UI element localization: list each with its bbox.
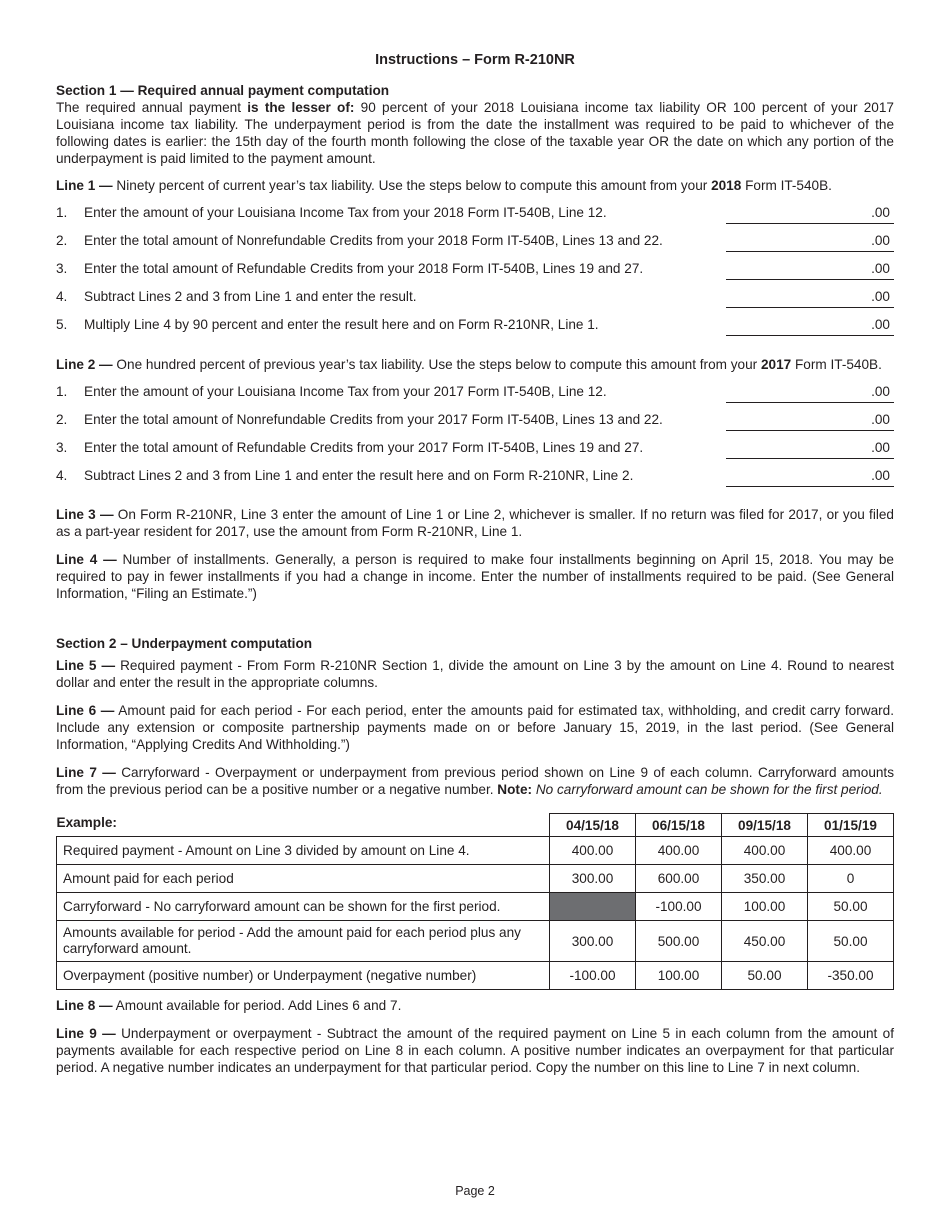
table-row [57, 962, 894, 990]
line2-text-post: Form IT-540B. [791, 357, 882, 372]
cell-value: 0 [808, 865, 894, 893]
cell-value: 400.00 [808, 837, 894, 865]
cell-value: 500.00 [636, 921, 722, 962]
step-text: Multiply Line 4 by 90 percent and enter the result here and on Form R-210NR, Line 1. [84, 317, 599, 332]
cell-value: 50.00 [808, 921, 894, 962]
cell-value: -100.00 [636, 893, 722, 921]
line1-text-pre: Ninety percent of current year’s tax liability. Use the steps below to compute this amount from your [112, 178, 712, 193]
step-text: Enter the total amount of Nonrefundable Credits from your 2017 Form IT-540B, Lines 13 and 22. [84, 412, 663, 427]
line7-note-text: No carryforward amount can be shown for the first period. [532, 782, 883, 797]
step-text: Subtract Lines 2 and 3 from Line 1 and enter the result here and on Form R-210NR, Line 2. [84, 468, 634, 483]
line7-text: Carryforward - Overpayment or underpayment from previous period shown on Line 9 of each column. Carryforward amounts from the previous period can be a positive number or a negative number. [56, 765, 895, 797]
step-text: Enter the total amount of Refundable Credits from your 2017 Form IT-540B, Lines 19 and 27. [84, 440, 644, 455]
line1-label: Line 1 — [56, 178, 113, 193]
column-header: 04/15/18 [550, 814, 636, 837]
cell-value: 400.00 [722, 837, 808, 865]
row-description: Amount paid for each period [57, 865, 550, 893]
cell-value: 50.00 [722, 962, 808, 990]
cell-value: -100.00 [550, 962, 636, 990]
step-text: Enter the amount of your Louisiana Income Tax from your 2017 Form IT-540B, Line 12. [84, 384, 607, 399]
cell-value: 300.00 [550, 921, 636, 962]
step-number: 4. [56, 468, 68, 483]
intro-pre: The required annual payment [56, 100, 248, 115]
step-number: 5. [56, 317, 68, 332]
step-number: 2. [56, 412, 68, 427]
line8-text: Amount available for period. Add Lines 6 and 7. [112, 998, 402, 1013]
line2-instruction [56, 356, 894, 373]
line7-note-label: Note: [497, 782, 533, 797]
line2-step-row [56, 468, 894, 488]
amount-field[interactable]: .00 [726, 317, 894, 336]
cell-value: 450.00 [722, 921, 808, 962]
step-number: 3. [56, 440, 68, 455]
column-header: 01/15/19 [808, 814, 894, 837]
step-number: 1. [56, 384, 68, 399]
line6-text: Amount paid for each period - For each period, enter the amounts paid for estimated tax, withholding, and credit carry forward. Include any extension or composite partnership payments made on or before January 15, 2019, in the last period. (See General Information, “Applying Credits And Withholding.”) [56, 703, 895, 752]
line6-label: Line 6 — [56, 703, 115, 718]
line3-label: Line 3 — [56, 507, 114, 522]
table-row [57, 865, 894, 893]
line6-instruction [56, 702, 894, 753]
step-number: 4. [56, 289, 68, 304]
line1-step-row [56, 205, 894, 225]
cell-value: -350.00 [808, 962, 894, 990]
table-row [57, 837, 894, 865]
line8-instruction [56, 997, 894, 1014]
page-title: Instructions – Form R-210NR [375, 52, 575, 68]
amount-field[interactable]: .00 [726, 289, 894, 308]
section2-heading: Section 2 – Underpayment computation [56, 636, 313, 651]
line1-instruction [56, 177, 894, 194]
intro-post: 90 percent of your 2018 Louisiana income tax liability OR 100 percent of your 2017 Louisiana income tax liability. The underpayment period is from the date the installment was required to be paid to whichever of the following dates is earlier: the 15th day of the fourth month following the close of the taxable year OR the date on which any portion of the underpayment is paid limited to the payment amount. [56, 100, 894, 166]
step-number: 1. [56, 205, 68, 220]
section1-heading: Section 1 — Required annual payment computation [56, 83, 390, 98]
row-description: Overpayment (positive number) or Underpayment (negative number) [57, 962, 550, 990]
line2-step-row [56, 384, 894, 404]
step-number: 2. [56, 233, 68, 248]
line4-instruction [56, 551, 894, 602]
table-row [57, 921, 894, 962]
line1-step-row [56, 289, 894, 309]
amount-field[interactable]: .00 [726, 412, 894, 431]
line1-step-row [56, 233, 894, 253]
line9-instruction [56, 1025, 894, 1076]
cell-value: 350.00 [722, 865, 808, 893]
line3-text: On Form R-210NR, Line 3 enter the amount of Line 1 or Line 2, whichever is smaller. If no return was filed for 2017, or you filed as a part-year resident for 2017, use the amount from Form R-210NR, Line 1. [56, 507, 894, 539]
cell-value: 100.00 [636, 962, 722, 990]
row-description: Required payment - Amount on Line 3 divided by amount on Line 4. [57, 837, 550, 865]
page-number: Page 2 [455, 1184, 495, 1198]
example-header-row [57, 814, 894, 837]
line2-text-bold: 2017 [760, 357, 792, 372]
intro-bold: is the lesser of: [247, 100, 355, 115]
step-number: 3. [56, 261, 68, 276]
line5-instruction [56, 657, 894, 691]
line2-step-row [56, 440, 894, 460]
example-label: Example: [56, 814, 117, 830]
cell-value: 50.00 [808, 893, 894, 921]
line5-label: Line 5 — [56, 658, 116, 673]
step-text: Enter the total amount of Refundable Credits from your 2018 Form IT-540B, Lines 19 and 27. [84, 261, 644, 276]
table-row [57, 893, 894, 921]
section1-intro [56, 99, 894, 167]
amount-field[interactable]: .00 [726, 468, 894, 487]
line3-instruction [56, 506, 894, 540]
line1-step-row [56, 261, 894, 281]
column-header: 09/15/18 [722, 814, 808, 837]
line5-text: Required payment - From Form R-210NR Section 1, divide the amount on Line 3 by the amount on Line 4. Round to nearest dollar and enter the result in the appropriate columns. [56, 658, 894, 690]
line8-label: Line 8 — [56, 998, 113, 1013]
step-text: Enter the amount of your Louisiana Income Tax from your 2018 Form IT-540B, Line 12. [84, 205, 607, 220]
step-text: Subtract Lines 2 and 3 from Line 1 and enter the result. [84, 289, 417, 304]
line1-step-row [56, 317, 894, 337]
line7-instruction [56, 764, 894, 798]
shaded-cell [550, 893, 636, 921]
amount-field[interactable]: .00 [726, 384, 894, 403]
amount-field[interactable]: .00 [726, 205, 894, 224]
line1-text-bold: 2018 [711, 178, 742, 193]
cell-value: 300.00 [550, 865, 636, 893]
cell-value: 400.00 [550, 837, 636, 865]
example-table [56, 813, 894, 990]
column-header: 06/15/18 [636, 814, 722, 837]
line4-text: Number of installments. Generally, a person is required to make four installments beginning on April 15, 2018. You may be required to pay in fewer installments if you had a change in income. Enter the number of installments required to be paid. (See General Information, “Filing an Estimate.”) [56, 552, 894, 601]
line9-label: Line 9 — [56, 1026, 116, 1041]
row-description: Carryforward - No carryforward amount can be shown for the first period. [57, 893, 550, 921]
cell-value: 100.00 [722, 893, 808, 921]
line4-label: Line 4 — [56, 552, 117, 567]
cell-value: 600.00 [636, 865, 722, 893]
line2-label: Line 2 — [56, 357, 113, 372]
line2-step-row [56, 412, 894, 432]
row-description: Amounts available for period - Add the amount paid for each period plus any carryforward amount. [57, 921, 550, 962]
amount-field[interactable]: .00 [726, 261, 894, 280]
line2-text-pre: One hundred percent of previous year’s tax liability. Use the steps below to compute this amount from your [112, 357, 761, 372]
section1 [56, 82, 894, 167]
line9-text: Underpayment or overpayment - Subtract the amount of the required payment on Line 5 in each column from the amount of payments available for each respective period on Line 8 in each column. A positive number indicates an overpayment for that particular period. A negative number indicates an underpayment for that particular period. Copy the number on this line to Line 7 in next column. [56, 1026, 894, 1075]
amount-field[interactable]: .00 [726, 233, 894, 252]
line1-text-post: Form IT-540B. [741, 178, 832, 193]
step-text: Enter the total amount of Nonrefundable Credits from your 2018 Form IT-540B, Lines 13 and 22. [84, 233, 663, 248]
line7-label: Line 7 — [56, 765, 116, 780]
amount-field[interactable]: .00 [726, 440, 894, 459]
cell-value: 400.00 [636, 837, 722, 865]
